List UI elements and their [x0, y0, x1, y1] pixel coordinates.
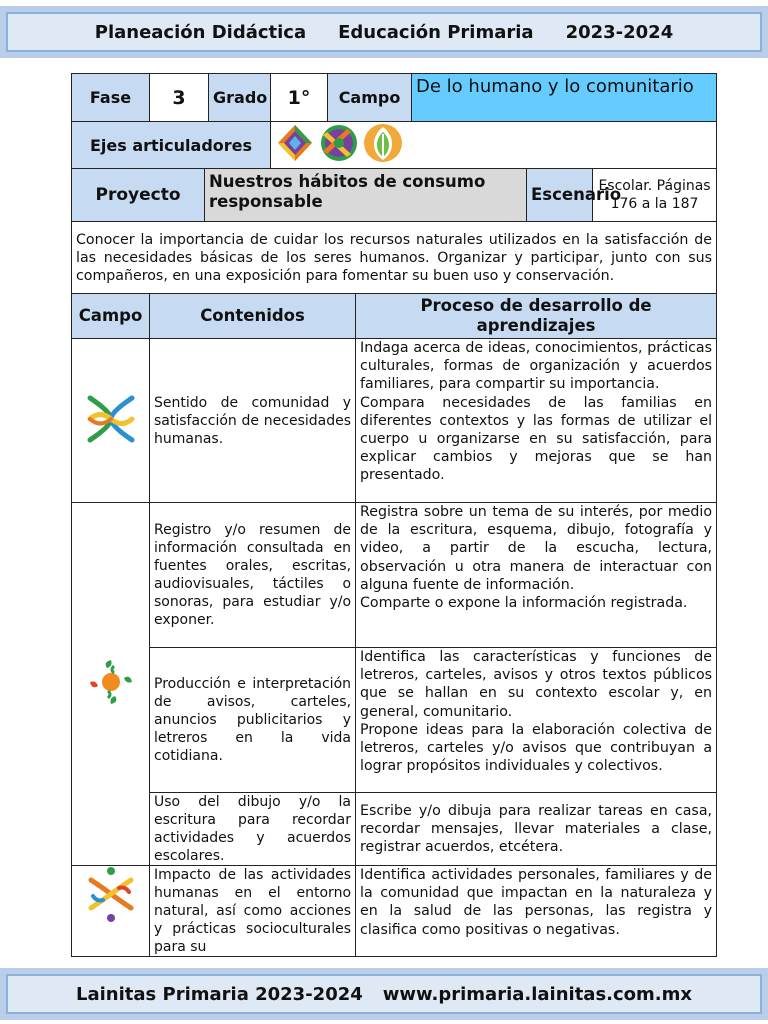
header-level: Educación Primaria [338, 21, 534, 43]
grado-value: 1° [271, 74, 328, 122]
campo-icon-cell [72, 503, 150, 866]
proyecto-label: Proyecto [72, 169, 205, 222]
lenguajes-icon [86, 656, 136, 708]
table-row [72, 503, 717, 648]
inclusion-icon [278, 125, 312, 161]
info-row-ejes [72, 122, 717, 169]
footer-band [0, 968, 768, 1020]
footer-brand: Lainitas Primaria 2023-2024 [76, 983, 363, 1005]
objective-row [72, 222, 717, 294]
table-row [72, 793, 717, 866]
header-year: 2023-2024 [565, 21, 674, 43]
proceso-cell: Escribe y/o dibuja para realizar tareas en casa, recordar mensajes, llevar materiales a clase, registrar acuerdos, etcétera. [356, 793, 717, 866]
ejes-icons [271, 122, 717, 169]
header-bar [6, 12, 762, 52]
info-row-proyecto [72, 169, 717, 222]
grado-label: Grado [209, 74, 271, 122]
ejes-icons-svg [275, 122, 405, 164]
footer-bar [6, 974, 762, 1014]
campo-value: De lo humano y lo comunitario [412, 74, 717, 122]
contenido-cell: Registro y/o resumen de información consultada en fuentes orales, escritas, audiovisuales, táctiles o sonoras, para estudiar y/o exponer. [150, 503, 356, 648]
header-contenidos: Contenidos [150, 294, 356, 339]
campo-icon-cell [72, 339, 150, 503]
etica-naturaleza-icon [83, 866, 139, 922]
proceso-cell: Indaga acerca de ideas, conocimientos, prácticas culturales, formas de organización y acuerdos familiares, para compartir su importancia. Compara necesidades de las familias en diferentes contextos y las formas de utilizar el cuerpo u organizarse en su satisfacción, para explicar cambios y mejoras que se han presentado. [356, 339, 717, 503]
ejes-label: Ejes articuladores [72, 122, 271, 169]
contenido-cell: Sentido de comunidad y satisfacción de necesidades humanas. [150, 339, 356, 503]
table-row [72, 866, 717, 957]
contenido-cell: Producción e interpretación de avisos, carteles, anuncios publicitarios y letreros en la vida cotidiana. [150, 648, 356, 793]
header-title: Planeación Didáctica [94, 21, 307, 43]
interculturalidad-icon [321, 125, 357, 161]
info-row-fase [72, 74, 717, 122]
contenido-cell: Impacto de las actividades humanas en el entorno natural, así como acciones y prácticas socioculturales para su [150, 866, 356, 957]
escenario-label: Escenario [527, 169, 593, 222]
table-header-row [72, 294, 717, 339]
table-row [72, 648, 717, 793]
humano-comunitario-icon [84, 392, 138, 446]
objective-text: Conocer la importancia de cuidar los recursos naturales utilizados en la satisfacción de las necesidades básicas de los seres humanos. Organizar y participar, junto con sus compañeros, en una exposición para fomentar su buen uso y conservación. [72, 222, 717, 294]
contenido-cell: Uso del dibujo y/o la escritura para recordar actividades y acuerdos escolares. [150, 793, 356, 866]
header-proceso: Proceso de desarrollo de aprendizajes [356, 294, 717, 339]
escenario-value: Escolar. Páginas 176 a la 187 [593, 169, 717, 222]
footer-url[interactable]: www.primaria.lainitas.com.mx [382, 983, 692, 1005]
proceso-cell: Identifica actividades personales, familiares y de la comunidad que impactan en la naturaleza y en la salud de las personas, las registra y clasifica como positivas o negativas. [356, 866, 717, 957]
fase-value: 3 [150, 74, 209, 122]
table-row [72, 339, 717, 503]
header-band [0, 6, 768, 58]
fase-label: Fase [72, 74, 150, 122]
proyecto-value: Nuestros hábitos de consumo responsable [205, 169, 527, 222]
proceso-cell: Registra sobre un tema de su interés, por medio de la escritura, esquema, dibujo, fotografía y video, a partir de la escucha, lectura, observación u otra manera de interactuar con alguna fuente de información. Comparte o expone la información registrada. [356, 503, 717, 648]
planning-table [71, 73, 717, 957]
proceso-cell: Identifica las características y funciones de letreros, carteles, avisos y otros textos públicos que se hallan en su contexto escolar y, en general, comunitario. Propone ideas para la elaboración colectiva de letreros, carteles y/o avisos que contribuyan a lograr propósitos individuales y colectivos. [356, 648, 717, 793]
vida-saludable-icon [364, 124, 402, 162]
campo-label: Campo [328, 74, 412, 122]
campo-icon-cell [72, 866, 150, 957]
header-campo: Campo [72, 294, 150, 339]
